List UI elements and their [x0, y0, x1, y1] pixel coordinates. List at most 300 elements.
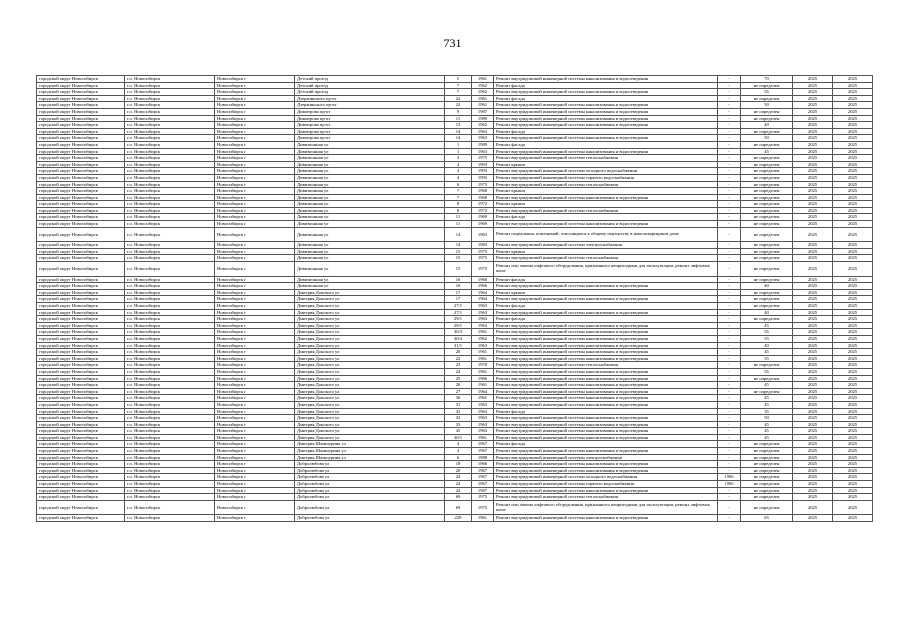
cell-work-type: Ремонт внутридомовой инженерной системы канализования и водоотведения — [494, 135, 718, 142]
cell-house-number: 229 — [445, 515, 472, 522]
cell-build-year: 1967 — [472, 474, 494, 481]
cell-house-number: 69 — [445, 500, 472, 515]
cell-last-repair: - — [718, 401, 741, 408]
cell-work-type: Ремонт внутридомовой инженерной системы канализования и водоотведения — [494, 102, 718, 109]
cell-work-type: Ремонт внутридомовой инженерной системы канализования и водоотведения — [494, 349, 718, 356]
cell-plan-start: 2025 — [793, 329, 833, 336]
cell-city: Новосибирск г — [215, 227, 295, 242]
cell-city: Новосибирск г — [215, 95, 295, 102]
table-row — [37, 481, 873, 488]
cell-city: Новосибирск г — [215, 122, 295, 129]
cell-municipality: городской округ Новосибирск — [37, 168, 125, 175]
cell-municipality: городской округ Новосибирск — [37, 342, 125, 349]
cell-plan-end: 2025 — [833, 95, 873, 102]
table-row — [37, 375, 873, 382]
cell-settlement: г.о. Новосибирск — [125, 362, 215, 369]
cell-settlement: г.о. Новосибирск — [125, 368, 215, 375]
cell-build-year: 1963 — [472, 128, 494, 135]
cell-work-type: Ремонт внутридомовой инженерной системы канализования и водоотведения — [494, 122, 718, 129]
cell-plan-end: 2025 — [833, 108, 873, 115]
table-row — [37, 248, 873, 255]
cell-street: Дивизионная ул — [295, 227, 445, 242]
cell-plan-start: 2025 — [793, 487, 833, 494]
cell-build-year: 1966 — [472, 276, 494, 283]
cell-settlement: г.о. Новосибирск — [125, 322, 215, 329]
cell-settlement: г.о. Новосибирск — [125, 494, 215, 501]
cell-build-year: 1988 — [472, 454, 494, 461]
cell-last-repair: - — [718, 349, 741, 356]
cell-build-year: 1975 — [472, 255, 494, 262]
cell-settlement: г.о. Новосибирск — [125, 342, 215, 349]
cell-last-repair: - — [718, 128, 741, 135]
cell-plan-end: 2025 — [833, 441, 873, 448]
cell-street: Димитрова пр-кт — [295, 135, 445, 142]
cell-city: Новосибирск г — [215, 161, 295, 168]
cell-settlement: г.о. Новосибирск — [125, 434, 215, 441]
cell-last-repair: - — [718, 76, 741, 83]
cell-build-year: 1963 — [472, 428, 494, 435]
cell-work-type: Ремонт внутридомовой инженерной системы канализования и водоотведения — [494, 335, 718, 342]
cell-settlement: г.о. Новосибирск — [125, 207, 215, 214]
cell-municipality: городской округ Новосибирск — [37, 487, 125, 494]
cell-house-number: 30/1 — [445, 434, 472, 441]
cell-work-type: Ремонт внутридомовой инженерной системы электроснабжения — [494, 242, 718, 249]
cell-settlement: г.о. Новосибирск — [125, 454, 215, 461]
cell-work-type: Ремонт внутридомовой инженерной системы теплоснабжения — [494, 362, 718, 369]
cell-settlement: г.о. Новосибирск — [125, 174, 215, 181]
cell-work-type: Ремонт фасада — [494, 128, 718, 135]
cell-street: Дмитрия Донского ул — [295, 329, 445, 336]
cell-plan-start: 2025 — [793, 188, 833, 195]
cell-last-repair: - — [718, 441, 741, 448]
cell-work-type: Ремонт внутридомовой инженерной системы теплоснабжения — [494, 255, 718, 262]
cell-last-repair: 1986 — [718, 474, 741, 481]
cell-house-number: 31/1 — [445, 342, 472, 349]
cell-last-repair: - — [718, 82, 741, 89]
table-row — [37, 214, 873, 221]
cell-house-number: 24 — [445, 368, 472, 375]
cell-city: Новосибирск г — [215, 322, 295, 329]
cell-city: Новосибирск г — [215, 362, 295, 369]
cell-city: Новосибирск г — [215, 76, 295, 83]
cell-cost: 55 — [741, 335, 793, 342]
cell-plan-end: 2025 — [833, 283, 873, 290]
table-row — [37, 500, 873, 515]
cell-plan-start: 2025 — [793, 401, 833, 408]
table-row — [37, 415, 873, 422]
cell-street: Дивизионная ул — [295, 161, 445, 168]
cell-municipality: городской округ Новосибирск — [37, 122, 125, 129]
cell-house-number: 9 — [445, 108, 472, 115]
cell-municipality: городской округ Новосибирск — [37, 375, 125, 382]
table-row — [37, 141, 873, 148]
cell-work-type: Ремонт или замена лифтового оборудования, признанного непригодным для эксплуатации, ремонт лифтовых шахт — [494, 262, 718, 277]
cell-street: Дмитрия Донского ул — [295, 415, 445, 422]
cell-plan-start: 2025 — [793, 242, 833, 249]
table-row — [37, 296, 873, 303]
cell-last-repair: - — [718, 448, 741, 455]
cell-plan-start: 2025 — [793, 368, 833, 375]
cell-work-type: Ремонт внутридомовой инженерной системы канализования и водоотведения — [494, 283, 718, 290]
cell-plan-start: 2025 — [793, 415, 833, 422]
cell-plan-end: 2025 — [833, 415, 873, 422]
cell-last-repair: - — [718, 201, 741, 208]
cell-street: Добролюбова ул — [295, 467, 445, 474]
cell-settlement: г.о. Новосибирск — [125, 448, 215, 455]
cell-last-repair: - — [718, 296, 741, 303]
cell-municipality: городской округ Новосибирск — [37, 454, 125, 461]
cell-cost: 55 — [741, 89, 793, 96]
cell-cost: не определен — [741, 227, 793, 242]
cell-work-type: Ремонт внутридомовой инженерной системы канализования и водоотведения — [494, 395, 718, 402]
cell-street: Дзержинского пр-кт — [295, 102, 445, 109]
cell-build-year: 1961 — [472, 395, 494, 402]
cell-last-repair: - — [718, 515, 741, 522]
cell-municipality: городской округ Новосибирск — [37, 95, 125, 102]
cell-plan-end: 2025 — [833, 289, 873, 296]
cell-build-year: 1963 — [472, 421, 494, 428]
cell-cost: не определен — [741, 303, 793, 310]
cell-house-number: 69 — [445, 494, 472, 501]
cell-work-type: Ремонт внутридомовой инженерной системы канализования и водоотведения — [494, 322, 718, 329]
cell-plan-start: 2025 — [793, 148, 833, 155]
cell-plan-start: 2025 — [793, 309, 833, 316]
cell-last-repair: - — [718, 388, 741, 395]
cell-city: Новосибирск г — [215, 242, 295, 249]
cell-city: Новосибирск г — [215, 461, 295, 468]
cell-street: Димитрова пр-кт — [295, 128, 445, 135]
cell-build-year: 1975 — [472, 248, 494, 255]
cell-house-number: 14 — [445, 135, 472, 142]
cell-plan-end: 2025 — [833, 421, 873, 428]
cell-build-year: 1967 — [472, 448, 494, 455]
cell-street: Добролюбова ул — [295, 461, 445, 468]
cell-settlement: г.о. Новосибирск — [125, 76, 215, 83]
cell-last-repair: - — [718, 148, 741, 155]
cell-municipality: городской округ Новосибирск — [37, 335, 125, 342]
cell-cost: не определен — [741, 181, 793, 188]
cell-build-year: 1993 — [472, 174, 494, 181]
cell-plan-start: 2025 — [793, 276, 833, 283]
cell-municipality: городской округ Новосибирск — [37, 309, 125, 316]
cell-house-number: 22 — [445, 102, 472, 109]
cell-cost: не определен — [741, 95, 793, 102]
cell-work-type: Ремонт внутридомовой инженерной системы канализования и водоотведения — [494, 148, 718, 155]
cell-build-year: 1963 — [472, 316, 494, 323]
cell-street: Дмитрия Донского ул — [295, 368, 445, 375]
cell-build-year: 1961 — [472, 368, 494, 375]
cell-street: Дмитрия Донского ул — [295, 342, 445, 349]
cell-municipality: городской округ Новосибирск — [37, 82, 125, 89]
cell-plan-start: 2025 — [793, 335, 833, 342]
cell-plan-end: 2025 — [833, 135, 873, 142]
cell-city: Новосибирск г — [215, 181, 295, 188]
cell-city: Новосибирск г — [215, 303, 295, 310]
cell-work-type: Ремонт фасада — [494, 441, 718, 448]
cell-plan-start: 2025 — [793, 428, 833, 435]
cell-city: Новосибирск г — [215, 401, 295, 408]
cell-house-number: 4 — [445, 161, 472, 168]
cell-plan-start: 2025 — [793, 174, 833, 181]
table-row — [37, 82, 873, 89]
cell-street: Дивизионная ул — [295, 262, 445, 277]
cell-cost: не определен — [741, 441, 793, 448]
cell-last-repair: - — [718, 122, 741, 129]
cell-plan-start: 2025 — [793, 382, 833, 389]
cell-build-year: 1966 — [472, 283, 494, 290]
cell-plan-end: 2025 — [833, 467, 873, 474]
cell-house-number: 26 — [445, 382, 472, 389]
cell-last-repair: - — [718, 214, 741, 221]
cell-last-repair: - — [718, 500, 741, 515]
cell-last-repair: - — [718, 194, 741, 201]
cell-street: Дмитрия Донского ул — [295, 303, 445, 310]
cell-plan-start: 2025 — [793, 283, 833, 290]
cell-last-repair: - — [718, 487, 741, 494]
cell-settlement: г.о. Новосибирск — [125, 188, 215, 195]
cell-build-year: 1963 — [472, 401, 494, 408]
repair-program-table-container — [36, 75, 872, 522]
cell-house-number: 8 — [445, 201, 472, 208]
cell-house-number: 16 — [445, 276, 472, 283]
cell-settlement: г.о. Новосибирск — [125, 181, 215, 188]
cell-plan-end: 2025 — [833, 148, 873, 155]
cell-municipality: городской округ Новосибирск — [37, 201, 125, 208]
cell-city: Новосибирск г — [215, 188, 295, 195]
cell-settlement: г.о. Новосибирск — [125, 148, 215, 155]
cell-plan-start: 2025 — [793, 214, 833, 221]
cell-plan-end: 2025 — [833, 227, 873, 242]
table-row — [37, 362, 873, 369]
cell-work-type: Ремонт внутридомовой инженерной системы канализования и водоотведения — [494, 467, 718, 474]
cell-street: Дмитрия Донского ул — [295, 434, 445, 441]
cell-municipality: городской округ Новосибирск — [37, 515, 125, 522]
cell-plan-start: 2025 — [793, 362, 833, 369]
cell-city: Новосибирск г — [215, 289, 295, 296]
cell-cost: не определен — [741, 242, 793, 249]
cell-settlement: г.о. Новосибирск — [125, 329, 215, 336]
cell-plan-end: 2025 — [833, 181, 873, 188]
cell-last-repair: - — [718, 415, 741, 422]
cell-plan-start: 2025 — [793, 248, 833, 255]
cell-build-year: 1963 — [472, 303, 494, 310]
cell-work-type: Ремонт внутридомовой инженерной системы канализования и водоотведения — [494, 461, 718, 468]
cell-municipality: городской округ Новосибирск — [37, 181, 125, 188]
cell-plan-start: 2025 — [793, 316, 833, 323]
cell-street: Добролюбова ул — [295, 500, 445, 515]
cell-cost: 55 — [741, 368, 793, 375]
cell-city: Новосибирск г — [215, 148, 295, 155]
cell-street: Детский проезд — [295, 89, 445, 96]
cell-street: Дивизионная ул — [295, 181, 445, 188]
cell-municipality: городской округ Новосибирск — [37, 174, 125, 181]
cell-street: Дмитрия Донского ул — [295, 355, 445, 362]
cell-city: Новосибирск г — [215, 89, 295, 96]
cell-cost: не определен — [741, 494, 793, 501]
cell-cost: не определен — [741, 248, 793, 255]
cell-street: Дмитрия Донского ул — [295, 309, 445, 316]
cell-plan-end: 2025 — [833, 128, 873, 135]
cell-cost: не определен — [741, 461, 793, 468]
cell-municipality: городской округ Новосибирск — [37, 214, 125, 221]
cell-work-type: Ремонт внутридомовой инженерной системы холодного водоснабжения — [494, 168, 718, 175]
cell-street: Дивизионная ул — [295, 214, 445, 221]
cell-plan-end: 2025 — [833, 408, 873, 415]
table-row — [37, 174, 873, 181]
cell-cost: 55 — [741, 355, 793, 362]
cell-municipality: городской округ Новосибирск — [37, 248, 125, 255]
cell-plan-start: 2025 — [793, 494, 833, 501]
cell-build-year: 1961 — [472, 349, 494, 356]
cell-last-repair: - — [718, 382, 741, 389]
cell-municipality: городской округ Новосибирск — [37, 382, 125, 389]
cell-build-year: 1975 — [472, 155, 494, 162]
cell-city: Новосибирск г — [215, 500, 295, 515]
cell-settlement: г.о. Новосибирск — [125, 161, 215, 168]
cell-municipality: городской округ Новосибирск — [37, 474, 125, 481]
cell-house-number: 3 — [445, 155, 472, 162]
cell-work-type: Ремонт внутридомовой инженерной системы канализования и водоотведения — [494, 515, 718, 522]
cell-house-number: 32 — [445, 408, 472, 415]
cell-plan-start: 2025 — [793, 262, 833, 277]
cell-plan-end: 2025 — [833, 355, 873, 362]
cell-build-year: 1963 — [472, 342, 494, 349]
cell-cost: 45 — [741, 322, 793, 329]
cell-municipality: городской округ Новосибирск — [37, 461, 125, 468]
cell-build-year: 1987 — [472, 108, 494, 115]
cell-plan-end: 2025 — [833, 362, 873, 369]
cell-street: Дивизионная ул — [295, 141, 445, 148]
cell-city: Новосибирск г — [215, 255, 295, 262]
cell-street: Дивизионная ул — [295, 283, 445, 290]
cell-settlement: г.о. Новосибирск — [125, 262, 215, 277]
cell-settlement: г.о. Новосибирск — [125, 102, 215, 109]
cell-settlement: г.о. Новосибирск — [125, 303, 215, 310]
cell-city: Новосибирск г — [215, 155, 295, 162]
cell-cost: не определен — [741, 474, 793, 481]
cell-street: Дмитрия Донского ул — [295, 362, 445, 369]
table-row — [37, 448, 873, 455]
cell-plan-start: 2025 — [793, 322, 833, 329]
cell-plan-end: 2025 — [833, 168, 873, 175]
cell-build-year: 1983 — [472, 242, 494, 249]
cell-street: Дивизионная ул — [295, 148, 445, 155]
table-row — [37, 467, 873, 474]
cell-street: Детский проезд — [295, 82, 445, 89]
cell-house-number: 20 — [445, 467, 472, 474]
cell-work-type: Ремонт внутридомовой инженерной системы канализования и водоотведения — [494, 309, 718, 316]
cell-city: Новосибирск г — [215, 428, 295, 435]
cell-house-number: 29/1 — [445, 316, 472, 323]
cell-municipality: городской округ Новосибирск — [37, 322, 125, 329]
cell-plan-start: 2025 — [793, 421, 833, 428]
cell-settlement: г.о. Новосибирск — [125, 135, 215, 142]
cell-plan-end: 2025 — [833, 89, 873, 96]
cell-plan-end: 2025 — [833, 434, 873, 441]
cell-house-number: 30/4 — [445, 335, 472, 342]
cell-last-repair: - — [718, 494, 741, 501]
cell-house-number: 1 — [445, 148, 472, 155]
cell-city: Новосибирск г — [215, 494, 295, 501]
cell-plan-end: 2025 — [833, 309, 873, 316]
cell-street: Дивизионная ул — [295, 248, 445, 255]
cell-city: Новосибирск г — [215, 448, 295, 455]
cell-build-year: 1963 — [472, 415, 494, 422]
cell-cost: 45 — [741, 428, 793, 435]
cell-last-repair: - — [718, 102, 741, 109]
cell-plan-start: 2025 — [793, 102, 833, 109]
cell-settlement: г.о. Новосибирск — [125, 441, 215, 448]
cell-house-number: 7 — [445, 194, 472, 201]
cell-street: Дивизионная ул — [295, 207, 445, 214]
cell-work-type: Ремонт внутридомовой инженерной системы канализования и водоотведения — [494, 108, 718, 115]
cell-settlement: г.о. Новосибирск — [125, 296, 215, 303]
table-row — [37, 474, 873, 481]
cell-work-type: Ремонт внутридомовой инженерной системы канализования и водоотведения — [494, 421, 718, 428]
cell-house-number: 31 — [445, 401, 472, 408]
cell-cost: не определен — [741, 108, 793, 115]
cell-city: Новосибирск г — [215, 283, 295, 290]
cell-settlement: г.о. Новосибирск — [125, 283, 215, 290]
cell-house-number: 11 — [445, 214, 472, 221]
cell-last-repair: - — [718, 248, 741, 255]
cell-municipality: городской округ Новосибирск — [37, 227, 125, 242]
table-row — [37, 201, 873, 208]
cell-house-number: 24 — [445, 474, 472, 481]
cell-plan-start: 2025 — [793, 207, 833, 214]
cell-build-year: 1963 — [472, 322, 494, 329]
table-row — [37, 188, 873, 195]
cell-house-number: 15 — [445, 262, 472, 277]
cell-build-year: 1966 — [472, 461, 494, 468]
cell-build-year: 1963 — [472, 227, 494, 242]
cell-plan-start: 2025 — [793, 461, 833, 468]
cell-settlement: г.о. Новосибирск — [125, 227, 215, 242]
cell-settlement: г.о. Новосибирск — [125, 421, 215, 428]
cell-build-year: 1993 — [472, 168, 494, 175]
cell-plan-start: 2025 — [793, 303, 833, 310]
cell-street: Дмитрия Донского ул — [295, 316, 445, 323]
cell-plan-end: 2025 — [833, 141, 873, 148]
cell-build-year: 1961 — [472, 329, 494, 336]
cell-settlement: г.о. Новосибирск — [125, 316, 215, 323]
cell-work-type: Ремонт внутридомовой инженерной системы канализования и водоотведения — [494, 342, 718, 349]
cell-municipality: городской округ Новосибирск — [37, 303, 125, 310]
cell-house-number: 4 — [445, 168, 472, 175]
cell-municipality: городской округ Новосибирск — [37, 428, 125, 435]
cell-plan-end: 2025 — [833, 500, 873, 515]
cell-house-number: 7 — [445, 82, 472, 89]
cell-cost: 40 — [741, 122, 793, 129]
cell-house-number: 4 — [445, 441, 472, 448]
cell-plan-start: 2025 — [793, 289, 833, 296]
cell-house-number: 11 — [445, 221, 472, 228]
cell-house-number: 7 — [445, 89, 472, 96]
cell-build-year: 1968 — [472, 194, 494, 201]
cell-municipality: городской округ Новосибирск — [37, 408, 125, 415]
cell-cost: не определен — [741, 82, 793, 89]
cell-municipality: городской округ Новосибирск — [37, 481, 125, 488]
cell-build-year: 1963 — [472, 135, 494, 142]
cell-build-year: 1961 — [472, 515, 494, 522]
cell-house-number: 6 — [445, 181, 472, 188]
cell-municipality: городской округ Новосибирск — [37, 108, 125, 115]
cell-work-type: Ремонт фасада — [494, 276, 718, 283]
table-row — [37, 181, 873, 188]
cell-cost: не определен — [741, 201, 793, 208]
cell-cost: не определен — [741, 141, 793, 148]
cell-municipality: городской округ Новосибирск — [37, 128, 125, 135]
